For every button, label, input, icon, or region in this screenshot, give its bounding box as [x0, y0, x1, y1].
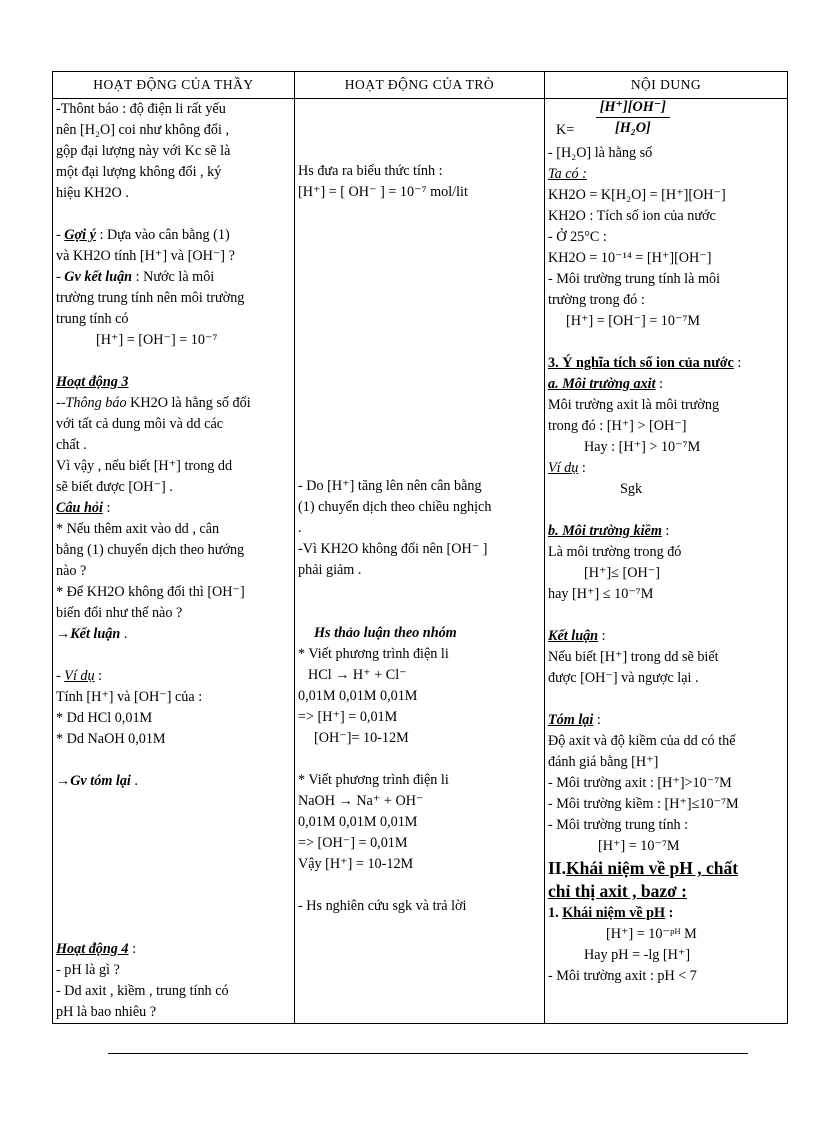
- equation-line: HCl → H⁺ + Cl⁻: [308, 667, 407, 683]
- base-heading: b. Môi trường kiềm :: [548, 523, 670, 539]
- text-line: .: [298, 520, 302, 536]
- student-cell: [295, 99, 545, 1024]
- text-line: và KH2O tính [H⁺] và [OH⁻] ?: [56, 248, 235, 264]
- text-line: hay [H⁺] ≤ 10⁻⁷M: [548, 586, 654, 602]
- text-line: trường trung tính nên môi trường: [56, 290, 245, 306]
- text-line: KH2O = 10⁻¹⁴ = [H⁺][OH⁻]: [548, 250, 712, 266]
- text-line: => [OH⁻] = 0,01M: [298, 835, 408, 851]
- text-line: sẽ biết được [OH⁻] .: [56, 479, 173, 495]
- conclusion-line: - Gv kết luận : Nước là môi: [56, 269, 215, 285]
- formula-line: Hay pH = -lg [H⁺]: [584, 947, 691, 963]
- formula-line: [H⁺] = [OH⁻] = 10⁻⁷: [96, 332, 218, 348]
- header-teacher: HOẠT ĐỘNG CỦA THẦY: [53, 72, 295, 99]
- text-line: trung tính có: [56, 311, 129, 327]
- activity-4-heading: Hoạt động 4 :: [56, 941, 137, 957]
- hint-label: Gợi ý: [64, 227, 96, 243]
- conclusion-heading: Kết luận :: [548, 628, 606, 644]
- text-line: Sgk: [620, 481, 643, 497]
- equation-line: NaOH → Na⁺ + OH⁻: [298, 793, 424, 809]
- header-content: NỘI DUNG: [545, 72, 788, 99]
- text-line: - Môi trường trung tính :: [548, 817, 689, 833]
- hint-line: - Gợi ý : Dựa vào cân bằng (1): [56, 227, 230, 243]
- text-line: [H⁺] = 10⁻⁷M: [598, 838, 680, 854]
- text-line: bằng (1) chuyển dịch theo hướng: [56, 542, 245, 558]
- section-3-heading: 3. Ý nghĩa tích số ion của nước :: [548, 355, 742, 371]
- text-line: được [OH⁻] và ngược lại .: [548, 670, 699, 686]
- text-line: * Viết phương trình điện li: [298, 772, 449, 788]
- formula-line: [H⁺] = [OH⁻] = 10⁻⁷M: [566, 313, 701, 329]
- text-line: * Dd NaOH 0,01M: [56, 731, 166, 747]
- text-line: Ta có :: [548, 166, 587, 182]
- text-line: --Thông báo KH2O là hằng số đối: [56, 395, 251, 411]
- teacher-cell: [53, 99, 295, 1024]
- text-line: - Dd axit , kiềm , trung tính có: [56, 983, 229, 999]
- text-line: Vì vậy , nếu biết [H⁺] trong dd: [56, 458, 233, 474]
- conclusion-label: Gv kết luận: [64, 269, 133, 285]
- summary-arrow-line: →Gv tóm lại .: [56, 773, 138, 789]
- content-row: [53, 99, 788, 1024]
- text-line: một đại lượng không đổi , ký: [56, 164, 222, 180]
- text-line: - pH là gì ?: [56, 962, 120, 978]
- text-line: (1) chuyển dịch theo chiều nghịch: [298, 499, 492, 515]
- text-line: nên [H₂O] coi như không đổi ,: [56, 122, 230, 138]
- text-line: [H⁺]≤ [OH⁻]: [584, 565, 660, 581]
- text-line: - Hs nghiên cứu sgk và trả lời: [298, 898, 467, 914]
- header-row: [53, 72, 788, 99]
- text-line: - [H₂O] là hằng số: [548, 145, 653, 161]
- text-line: gộp đại lượng này với Kc sẽ là: [56, 143, 231, 159]
- text-line: chất .: [56, 437, 87, 453]
- text-line: - Môi trường axit : [H⁺]>10⁻⁷M: [548, 775, 732, 791]
- text-line: - Môi trường axit : pH < 7: [548, 968, 697, 984]
- text-line: [OH⁻]= 10-12M: [314, 730, 409, 746]
- text-line: [H⁺] = [ OH⁻ ] = 10⁻⁷ mol/lit: [298, 184, 468, 200]
- text-line: nào ?: [56, 563, 87, 579]
- section-2-heading: II.Khái niệm về pH , chất: [548, 858, 739, 878]
- text-line: - Ở 25°C :: [548, 229, 607, 245]
- lesson-table: [52, 71, 788, 1024]
- acid-heading: a. Môi trường axit :: [548, 376, 664, 392]
- text-line: * Dd HCl 0,01M: [56, 710, 153, 726]
- text-line: - Do [H⁺] tăng lên nên cân bằng: [298, 478, 482, 494]
- example-line: - Ví dụ :: [56, 668, 103, 684]
- section-2-heading-cont: chỉ thị axit , bazơ :: [548, 881, 687, 901]
- text-line: -Vì KH2O không đổi nên [OH⁻ ]: [298, 541, 488, 557]
- header-student: HOẠT ĐỘNG CỦA TRÒ: [295, 72, 545, 99]
- text-line: pH là bao nhiêu ?: [56, 1004, 157, 1020]
- hint-text: : Dựa vào cân bằng (1): [95, 227, 230, 243]
- text-line: => [H⁺] = 0,01M: [298, 709, 398, 725]
- activity-3-heading: Hoạt động 3: [56, 374, 129, 390]
- text-line: * Viết phương trình điện li: [298, 646, 449, 662]
- text-line: Hs đưa ra biểu thức tính :: [298, 163, 443, 179]
- text-line: đánh giá bằng [H⁺]: [548, 754, 659, 770]
- formula-line: [H⁺] = 10⁻ᵖᴴ M: [606, 926, 697, 942]
- question-heading: Câu hỏi :: [56, 500, 111, 516]
- text-line: -Thônt báo : độ điện li rất yếu: [56, 101, 226, 117]
- text-line: phải giảm .: [298, 562, 362, 578]
- text-line: Môi trường axit là môi trường: [548, 397, 720, 413]
- summary-heading: Tóm lại :: [548, 712, 601, 728]
- ph-concept-heading: 1. Khái niệm về pH :: [548, 905, 674, 921]
- conclusion-text: : Nước là môi: [132, 269, 215, 285]
- content-cell: [545, 99, 788, 1024]
- text-line: Hay : [H⁺] > 10⁻⁷M: [584, 439, 701, 455]
- text-line: Vậy [H⁺] = 10-12M: [298, 856, 414, 872]
- k-fraction: $\frac{[H^+][OH^-]}{\text{[H₂O]}}$: [596, 97, 670, 138]
- text-line: KH2O : Tích số ion của nước: [548, 208, 716, 224]
- text-line: * Nếu thêm axit vào dd , cân: [56, 521, 220, 537]
- text-line: - Môi trường kiềm : [H⁺]≤10⁻⁷M: [548, 796, 739, 812]
- group-discussion-heading: Hs thảo luận theo nhóm: [314, 625, 457, 641]
- k-formula: K= $\frac{[H^+][OH^-]}{\text{[H₂O]}}$: [548, 99, 784, 143]
- text-line: Độ axit và độ kiềm của dd có thể: [548, 733, 736, 749]
- text-line: hiệu KH2O .: [56, 185, 129, 201]
- text-line: KH2O = K[H₂O] = [H⁺][OH⁻]: [548, 187, 726, 203]
- text-line: - Môi trường trung tính là môi: [548, 271, 721, 287]
- text-line: * Để KH2O không đổi thì [OH⁻]: [56, 584, 245, 600]
- text-line: với tất cả dung môi và dd các: [56, 416, 224, 432]
- text-line: 0,01M 0,01M 0,01M: [298, 814, 418, 830]
- conclusion-arrow-line: →Kết luận .: [56, 626, 128, 642]
- text-line: Tính [H⁺] và [OH⁻] của :: [56, 689, 203, 705]
- example-heading: Ví dụ :: [548, 460, 586, 476]
- text-line: Là môi trường trong đó: [548, 544, 682, 560]
- text-line: 0,01M 0,01M 0,01M: [298, 688, 418, 704]
- text-line: trong đó : [H⁺] > [OH⁻]: [548, 418, 687, 434]
- text-line: trường trong đó :: [548, 292, 645, 308]
- footer-divider: [108, 1053, 748, 1054]
- text-line: Nếu biết [H⁺] trong dd sẽ biết: [548, 649, 719, 665]
- text-line: biến đổi như thế nào ?: [56, 605, 183, 621]
